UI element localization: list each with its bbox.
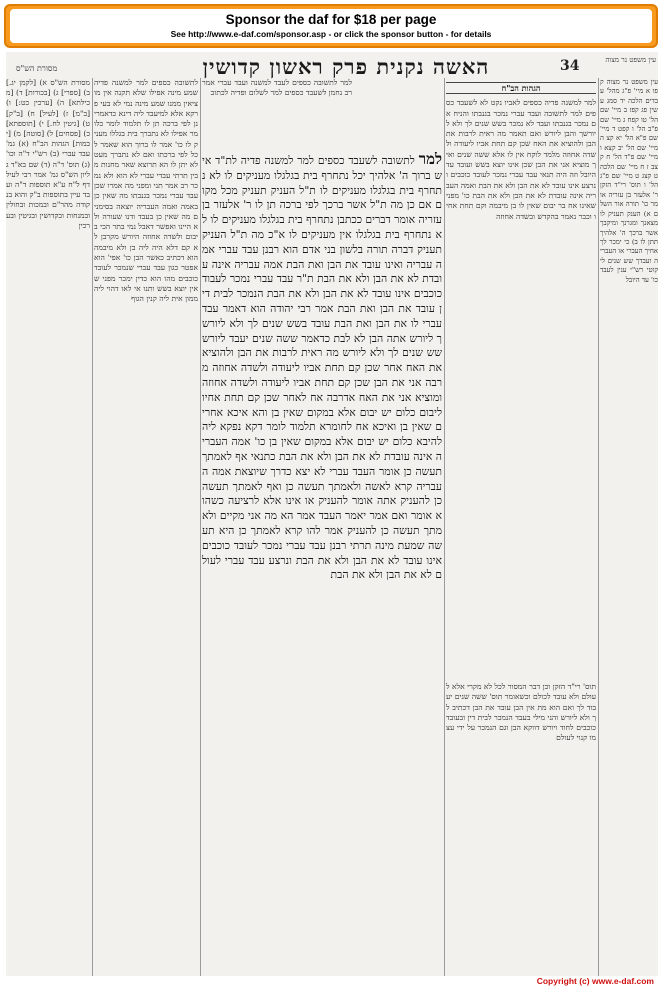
right-margin-header: עין משפט נר מצוה xyxy=(605,56,656,64)
upper-commentary-block: למר לתשובה כספים לעבד למשנה ועבד עברי אמר רב נחמן לשעבד כספים למר לשלום ופדיה לכתוב xyxy=(202,78,352,98)
column-divider xyxy=(92,78,93,976)
column-divider xyxy=(598,78,599,976)
column-divider xyxy=(444,78,445,976)
page-title: האשה נקנית פרק ראשון קדושין xyxy=(202,54,490,79)
sponsor-banner-title[interactable]: Sponsor the daf for $18 per page xyxy=(225,12,437,27)
sponsor-banner[interactable] xyxy=(4,4,658,48)
left-commentary-column: לתשובה כספים למר למשנה פדיה שמע מינה אפילו שלא תקנה אין מוציאין ממנו שמע מינה נמי לא בעי פרקא אלא למיעבד ליה דינא כדאמרינן לפי ברכה תן לו תלמוד לומר כלומר אפילו לא נתברך בית בגללו מעניק לו כו' אמר לו ברוך הוא שאמר לכל לפי ברכתו ואם לא נתברך מעט לא יתן לו הא תרוצא שאר מחנות מבין תרתי עבדי עברי לא הוא ולא נמכר רב אמר תני ומפני מה אמרו שכן עבד עברי נמכר בגנבתו מה שאין כן באמה ואמה העבריה יוצאה בסימנים מה שאין כן בעבד ודנו שעורה ולא היינו ואפשר דאבל נמי בתר הכי ביבום ולשדה אחוזה היורש מקרבן לא קם דלא היה ליה בן ולא מיבמה הוא דכתיב כאשר הבן כו' אפי' הוא אפטר כגון עבד עברי שנמכר לעובד כוכבים מהו הוא כדין ימכר מפני שאין יוצא בשש ותנו אי לאו דהוי ליה ממון אית ליה קנין הגוף xyxy=(94,78,198,304)
right-commentary-heading: הגהות הב"ח xyxy=(446,82,596,94)
right-commentary-column xyxy=(446,78,596,678)
right-commentary-body: למר למשנה פדיה כספים לאביו נקט לא לשעבד כספים למר לתשובה ועבד עברי נמכר בגנבתו והניח אם נמכר בגנבתו ועבד לא נמכר בשש שנים לך ולא ליורשך והבן ליורש ואם תאמר מה ראית לרבות את הבן ולהוציא את האח שכן קם תחת אביו ליעודה ולשדה אחוזה מלמד לוקח אין לו אלא ששה שנים ואיך מוציא אני את הבן שכן אינו יוצא בשש ועובד עד היובל וזה היה תנאי עבד עברי נמכר לעובד כוכבים ונרצע אינו עובד לא את הבן ולא את הבת ואמה העבריה אינה עובדת לא את הבן ולא את הבת כו' מפני שאינו אח בר יבום שאין לו בן מיבמה וקם תחת אחיו וכבר נאמר בהקדש ובשדה אחוזה xyxy=(446,98,596,221)
left-margin-header: מסורת הש"ס xyxy=(16,64,58,73)
column-divider xyxy=(200,78,201,976)
copyright-link[interactable]: Copyright (c) www.e-daf.com xyxy=(536,976,654,986)
main-text-column xyxy=(202,152,442,972)
sponsor-banner-subtitle[interactable]: See http://www.e-daf.com/sponsor.asp - or click the sponsor button - for details xyxy=(170,29,492,39)
sponsor-banner-panel[interactable] xyxy=(10,9,652,43)
outer-right-margin-notes: עין משפט נר מצוה קפו א מיי' פ"ג מהל' עבדים הלכה יד סמג עשין פג קפז ב מיי' שם הל' טו קפח ג מיי' שם פ"ב הל' ו קפט ד מיי' שם פ"א הל' יא קצ ה מיי' שם הל' יב קצא ו מיי' שם פ"ד הל' ח קצב ז ח מיי' שם הלכה ט קצג ט מיי' שם פ"ג הל' ו תוס' רי"ד הזקן ר' אלעזר בן עזריה אומר כו' תורה אור השלם א) הענק תעניק לו מצאנך ומגרנך ומיקבך אשר ברכך ה' אלהיך תתן לו ב) כי ימכר לך אחיך העברי או העבריה ועבדך שש שנים ליקוטי רש"י ענין לעבד כו' עד היובל xyxy=(600,78,658,284)
opening-word: למר xyxy=(418,152,442,168)
right-lower-commentary: תוס' רי"ד הזקן וכן דבר המסור לכל לא מקרי אלא לעולם ולא עובד לכולם וכשאומר תוס' ששה שנים יעבוד לך ואם הוא מת אין הבן עובד את הבן דכתיב לך ולא ליורש והני מילי בעבד הנמכר לבית דין ובעובד כוכבים לחוד ויורש דווקא הבן וגם הנמכר על ידי עצמו קנוי לעולם xyxy=(446,682,596,743)
talmud-page-scan xyxy=(6,52,658,976)
page-footer xyxy=(0,974,662,990)
outer-left-margin-notes: מסורת הש"ס א) [לקמן יג.] ב) [ספרי] ג) [בכורות] ד) [מכילתא] ה) [ערכין כט:] ו) [ב"מ] ז) [לעיל] ח) [ב"ק] ט) [גיטין לח.] י) [תוספתא] כ) [פסחים] ל) [סוטה] מ) [יבמות] הגהות הב"ח (א) גמ' עבד עברי (ב) רש"י ד"ה וכו' (ג) תוס' ד"ה (ד) שם בא"ד גליון הש"ס גמ' אמר רבי לעיל דף ל"ח ע"א תוספות ד"ה ועבד עיין בתוספות ב"ק והוא בנקודה מהר"ם ובמכות ובחולין ובמנחות ובקדושין ובגיטין ובערכין xyxy=(6,78,90,230)
page-number: 34 xyxy=(560,58,580,74)
main-text-body: לתשובה לשעבד כספים למר למשנה פדיה לת"ד איש ברוך ה' אלהיך יכל נתחרף בית בגלגלו מעניקים לו לא נתחרף בית בגלגלו מעניקים לו ת"ל העניק תעניק מכל מקום אם כן מה ת"ל אשר ברכך לפי ברכה תן לו ר' אלעזר בן עזריה אומר דברים ככתבן נתחרף בית בגלגלו מעניקים לו לא נתחרף בית בגלגלו אין מעניקים לו א"כ מה ת"ל העניק תעניק דברה תורה בלשון בני אדם הוא רבנן עבד עברי אמה עבריה ואינו עובד את הבן ואת הבת אמה עבריה אינה עובדת לא את הבן ולא את הבת ת"ר עבד עברי נמכר לעבוד כוכבים אינו עובד לא את הבן ולא את הבת הנמכר לבית דין עובד את הבן ואת הבת אמר רבי יהודה הוא דאמר עבד עברי לו את הבן ואת הבת עובד בשש שנים לך ולא ליורשך ליורש אתה הבן לא לבת כדאמר ששה שנים יעבד ליורש שש שנים לך ולא ליורש מה ראית לרבות את הבן ולהוציא את האח אחר שכן קם תחת אביו ליעודה ולשדה אחוזה מרבה אני את הבן שכן קם תחת אביו ליעודה ולשדה אחוזה ומוציא אני את האח אדרבה אח לאחר שכן קם תחת אחיו ליבום כלום יש יבום אלא במקום שאין בן והא איכא אחרים שאין בן ואיכא אח לחומרא תלמוד לומר דקא נפקא ליה להיבא כלום יש יבום אלא במקום שאין בן כו' אמה העבריה אינה עובדת לא את הבן ולא את הבת כתנאי אף לאמתך תעשה כן אומר העבד עברי לא יצא כדרך שיוצאת אמה העבריה קרא לאשה ולאמתך תעשה כן ואף לאמתך תעשה כן להעניק אתה אומר להעניק או אינו אלא לרציעה כשהוא אומר ואם אמר יאמר העבד אמר הא מה אני מקיים ולאמתך תעשה כן להעניק אמר להו קרא לאמתך כן היא תעשה שמעת מינה תרתי רבנן עבד עברי נמכר לעובד כוכבים אינו עובד לא את הבן ולא את הבת ונרצע עבד עברי לעולם לא את הבן ולא את הבת xyxy=(202,154,442,582)
